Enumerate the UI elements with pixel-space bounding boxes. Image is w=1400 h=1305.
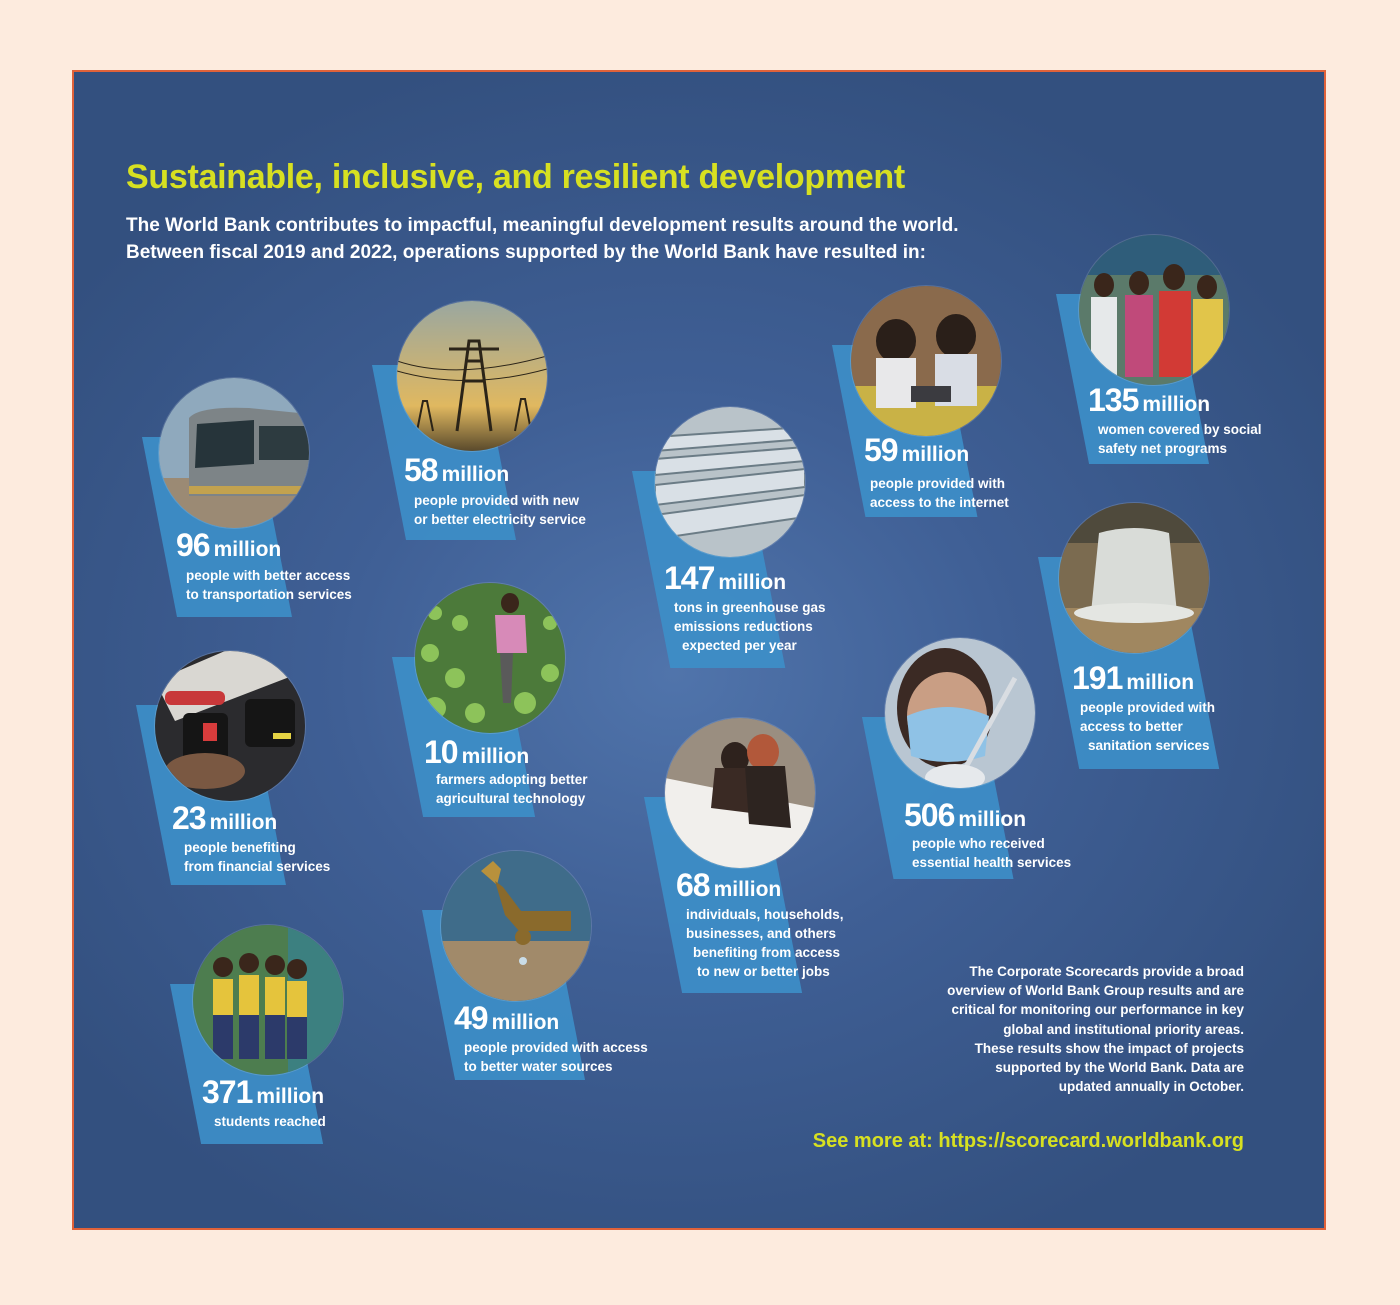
desc-line: sanitation services <box>1088 738 1210 753</box>
desc-line: people with better access <box>186 568 351 583</box>
stat-number: 58 <box>404 452 438 488</box>
desc-line: tons in greenhouse gas <box>674 600 826 615</box>
desc-line: to transportation services <box>186 587 352 602</box>
scorecard-note <box>914 962 1244 1096</box>
water-tap-photo <box>440 850 592 1002</box>
stat-description <box>1080 698 1215 755</box>
card-reader-image <box>155 651 305 801</box>
stat-figure <box>454 1000 559 1037</box>
desc-line: safety net programs <box>1098 441 1228 456</box>
desc-line: or better electricity service <box>414 512 586 527</box>
stat-description <box>436 770 588 808</box>
intro-line: Between fiscal 2019 and 2022, operations supported by the World Bank have resulted in: <box>126 242 926 263</box>
desc-line: to new or better jobs <box>697 964 830 979</box>
stat-number: 68 <box>676 867 710 903</box>
stat-description <box>184 838 330 876</box>
stat-number: 23 <box>172 800 206 836</box>
stat-description <box>686 905 844 981</box>
stat-unit: million <box>958 808 1027 831</box>
desc-line: women covered by social <box>1098 422 1262 437</box>
water-tap-image <box>441 851 591 1001</box>
students-photo <box>192 924 344 1076</box>
women-group-photo <box>1078 234 1230 386</box>
stat-description <box>186 566 352 604</box>
intro-text <box>126 212 1126 266</box>
farmer-field-image <box>415 583 565 733</box>
desc-line: from financial services <box>184 859 331 874</box>
desc-line: essential health services <box>912 855 1072 870</box>
stat-unit: million <box>1126 671 1195 694</box>
stat-figure <box>202 1074 324 1111</box>
infographic-panel <box>72 70 1326 1230</box>
stat-unit: million <box>209 811 278 834</box>
desc-line: agricultural technology <box>436 791 586 806</box>
stat-figure <box>176 527 281 564</box>
desc-line: access to the internet <box>870 495 1009 510</box>
students-image <box>193 925 343 1075</box>
note-line: These results show the impact of projects <box>974 1040 1244 1056</box>
desc-line: individuals, households, <box>686 907 844 922</box>
stat-number: 135 <box>1088 382 1139 418</box>
desc-line: people benefiting <box>184 840 296 855</box>
desc-line: people provided with <box>870 476 1006 491</box>
stat-number: 191 <box>1072 660 1123 696</box>
tram-photo <box>158 377 310 529</box>
health-worker-image <box>885 638 1035 788</box>
health-worker-photo <box>884 637 1036 789</box>
solar-mirrors-image <box>655 407 805 557</box>
note-line: overview of World Bank Group results and are <box>947 983 1244 999</box>
desc-line: people provided with access <box>464 1040 648 1055</box>
note-line: supported by the World Bank. Data are <box>995 1060 1244 1076</box>
students-laptop-photo <box>850 285 1002 437</box>
stat-figure <box>172 800 277 837</box>
women-group-image <box>1079 235 1229 385</box>
see-more-link[interactable]: See more at: https://scorecard.worldbank.org <box>812 1130 1244 1152</box>
intro-line: The World Bank contributes to impactful, meaningful development results around the world. <box>126 215 959 236</box>
stat-unit: million <box>461 745 530 768</box>
solar-mirrors-photo <box>654 406 806 558</box>
stat-figure <box>664 560 786 597</box>
tram-image <box>159 378 309 528</box>
stat-figure <box>424 734 529 771</box>
desc-line: expected per year <box>682 638 797 653</box>
card-reader-photo <box>154 650 306 802</box>
stat-unit: million <box>491 1011 560 1034</box>
farmer-field-photo <box>414 582 566 734</box>
stat-unit: million <box>213 538 282 561</box>
page-title: Sustainable, inclusive, and resilient development <box>126 158 905 196</box>
stat-number: 59 <box>864 432 898 468</box>
stat-number: 49 <box>454 1000 488 1036</box>
desc-line: access to better <box>1080 719 1183 734</box>
stat-description <box>870 474 1009 512</box>
stat-figure <box>904 797 1026 834</box>
stat-figure <box>1072 660 1194 697</box>
stat-number: 96 <box>176 527 210 563</box>
note-line: global and institutional priority areas. <box>1003 1021 1244 1037</box>
note-line: The Corporate Scorecards provide a broad <box>969 964 1244 979</box>
stat-description <box>464 1038 648 1076</box>
stat-number: 147 <box>664 560 715 596</box>
note-line: critical for monitoring our performance in key <box>951 1002 1244 1018</box>
stat-description <box>214 1112 326 1131</box>
stat-number: 10 <box>424 734 458 770</box>
stat-figure <box>1088 382 1210 419</box>
note-line: updated annually in October. <box>1058 1079 1244 1095</box>
stat-description <box>1098 420 1262 458</box>
stat-unit: million <box>441 463 510 486</box>
desc-line: people provided with new <box>414 493 580 508</box>
stat-unit: million <box>901 443 970 466</box>
desc-line: people provided with <box>1080 700 1216 715</box>
stat-figure <box>864 432 969 469</box>
stat-number: 506 <box>904 797 955 833</box>
stat-description <box>912 834 1071 872</box>
waterfall-photo <box>1058 502 1210 654</box>
stat-description <box>414 491 586 529</box>
textile-workers-photo <box>664 717 816 869</box>
desc-line: people who received <box>912 836 1045 851</box>
power-lines-image <box>397 301 547 451</box>
stat-number: 371 <box>202 1074 253 1110</box>
stat-unit: million <box>718 571 787 594</box>
students-laptop-image <box>851 286 1001 436</box>
waterfall-image <box>1059 503 1209 653</box>
desc-line: benefiting from access <box>693 945 841 960</box>
textile-workers-image <box>665 718 815 868</box>
stat-figure <box>404 452 509 489</box>
stat-unit: million <box>1142 393 1211 416</box>
desc-line: to better water sources <box>464 1059 613 1074</box>
stat-unit: million <box>713 878 782 901</box>
desc-line: emissions reductions <box>674 619 813 634</box>
stat-figure <box>676 867 781 904</box>
power-lines-photo <box>396 300 548 452</box>
desc-line: farmers adopting better <box>436 772 588 787</box>
stat-description <box>674 598 826 655</box>
stat-unit: million <box>256 1085 325 1108</box>
desc-line: students reached <box>214 1114 326 1129</box>
desc-line: businesses, and others <box>686 926 837 941</box>
